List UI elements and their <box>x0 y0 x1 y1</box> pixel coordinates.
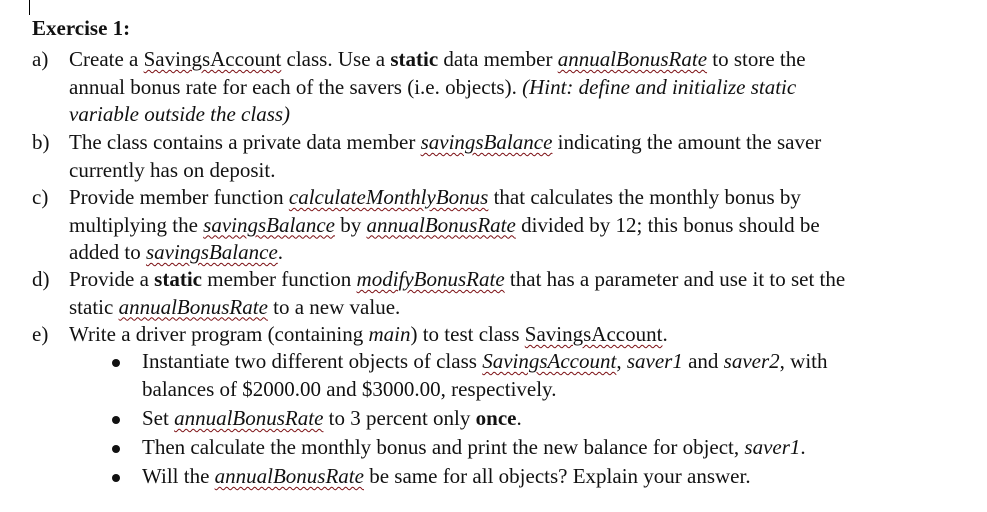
text-segment: to a new value. <box>267 294 401 319</box>
text-segment: to 3 percent only <box>323 406 476 430</box>
hint-text: (Hint: define and initialize static <box>522 74 797 99</box>
item-c-text <box>69 184 969 267</box>
text-segment: and <box>682 349 724 373</box>
text-segment: Set <box>142 406 175 430</box>
text-segment: added to <box>69 240 146 264</box>
class-name-savingsaccount: SavingsAccount <box>524 322 663 346</box>
text-segment: by <box>334 212 367 237</box>
keyword-once: once <box>475 406 517 430</box>
var-saver2: saver2 <box>723 349 780 373</box>
bullet-icon <box>112 445 120 453</box>
text-segment: currently has on deposit. <box>69 157 276 182</box>
text-segment: balances of $2000.00 and $3000.00, respectively. <box>142 376 557 401</box>
class-name-savingsaccount: SavingsAccount <box>143 47 282 71</box>
text-segment: Then calculate the monthly bonus and print the new balance for object, <box>142 435 745 459</box>
bullet-text <box>142 463 751 491</box>
item-c-letter: c) <box>32 185 49 209</box>
item-e-text <box>69 321 969 349</box>
bullet-icon <box>112 359 120 367</box>
bullet-text <box>142 434 806 462</box>
text-segment: Instantiate two different objects of class <box>142 349 483 373</box>
keyword-static: static <box>154 267 202 291</box>
bullet-text <box>142 405 522 433</box>
text-segment: . <box>800 435 806 459</box>
var-annualbonusrate: annualBonusRate <box>214 464 364 488</box>
item-b-text <box>69 129 969 184</box>
var-annualbonusrate: annualBonusRate <box>118 294 268 319</box>
text-segment: , with <box>779 349 828 373</box>
text-segment: . <box>662 322 668 346</box>
item-d-text <box>69 266 969 321</box>
fn-modifybonusrate: modifyBonusRate <box>356 267 505 291</box>
text-segment: member function <box>201 267 357 291</box>
var-savingsbalance: savingsBalance <box>145 240 278 264</box>
item-d-letter: d) <box>32 267 50 291</box>
hint-text: variable outside the class) <box>69 102 291 126</box>
text-segment: that has a parameter and use it to set the <box>504 267 846 291</box>
text-segment: Write a driver program (containing <box>69 322 369 346</box>
text-segment: divided by 12; this bonus should be <box>515 212 820 237</box>
item-a-text <box>69 46 969 129</box>
text-segment: data member <box>438 47 558 71</box>
var-savingsbalance: savingsBalance <box>420 130 553 154</box>
item-a-letter: a) <box>32 47 49 71</box>
text-segment: static <box>69 294 119 319</box>
item-b-letter: b) <box>32 130 50 154</box>
text-segment: Provide member function <box>69 185 289 209</box>
exercise-title: Exercise 1: <box>32 16 131 40</box>
text-segment: that calculates the monthly bonus by <box>488 185 801 209</box>
bullet-text <box>142 348 828 403</box>
class-name-savingsaccount: SavingsAccount <box>482 349 617 373</box>
text-segment: to store the <box>707 47 806 71</box>
text-segment: be same for all objects? Explain your answer. <box>363 464 751 488</box>
var-savingsbalance: savingsBalance <box>203 212 335 237</box>
bullet-icon <box>112 474 120 482</box>
bullet-icon <box>112 416 120 424</box>
item-e-letter: e) <box>32 322 49 346</box>
text-segment: indicating the amount the saver <box>552 130 822 154</box>
var-saver1: saver1 <box>744 435 801 459</box>
text-cursor <box>29 0 30 15</box>
text-segment: Provide a <box>69 267 155 291</box>
text-segment: . <box>516 406 522 430</box>
text-segment: Will the <box>142 464 215 488</box>
keyword-main: main <box>368 322 411 346</box>
var-annualbonusrate: annualBonusRate <box>557 47 708 71</box>
text-segment: The class contains a private data member <box>69 130 421 154</box>
text-segment: Create a <box>69 47 144 71</box>
text-segment: multiplying the <box>69 212 204 237</box>
text-segment: class. Use a <box>281 47 391 71</box>
text-segment: annual bonus rate for each of the savers (i.e. objects). <box>69 74 523 99</box>
text-segment: . <box>277 240 284 264</box>
keyword-static: static <box>390 47 439 71</box>
fn-calculatemonthlybonus: calculateMonthlyBonus <box>288 185 489 209</box>
text-segment: , <box>616 349 627 373</box>
var-annualbonusrate: annualBonusRate <box>174 406 324 430</box>
text-segment: ) to test class <box>410 322 525 346</box>
var-annualbonusrate: annualBonusRate <box>366 212 516 237</box>
var-saver1: saver1 <box>626 349 683 373</box>
